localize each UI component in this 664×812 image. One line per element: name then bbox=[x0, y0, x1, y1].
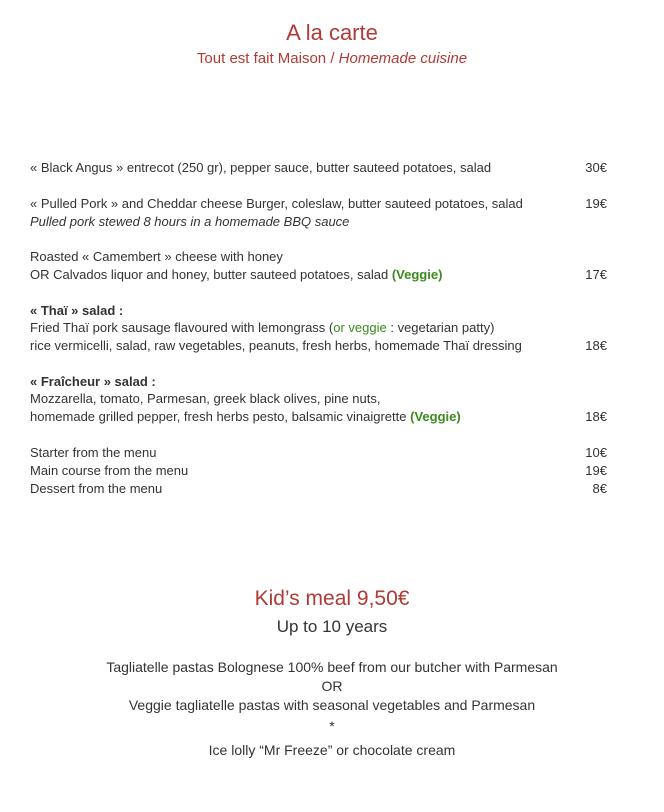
kids-or: OR bbox=[321, 678, 343, 694]
veggie-label: (Veggie) bbox=[410, 409, 461, 424]
kids-dessert: Ice lolly “Mr Freeze” or chocolate cream bbox=[208, 742, 456, 758]
dish-price: 30€ bbox=[585, 160, 607, 175]
kids-subtitle: Up to 10 years bbox=[276, 617, 388, 636]
dish-description: Pulled pork stewed 8 hours in a homemade BBQ sauce bbox=[30, 214, 350, 229]
veggie-label: (Veggie) bbox=[391, 267, 443, 282]
menu-price: 10€ bbox=[585, 445, 607, 460]
menu-price: 19€ bbox=[585, 463, 607, 478]
dish-text: homemade grilled pepper, fresh herbs pesto, balsamic vinaigrette bbox=[30, 409, 411, 424]
dish-text: Fried Thaï pork sausage flavoured with lemongrass ( bbox=[30, 320, 334, 335]
dish-text: : vegetarian patty) bbox=[386, 320, 495, 335]
veggie-option: or veggie bbox=[333, 320, 387, 335]
dish-price: 18€ bbox=[585, 338, 607, 353]
dish-price: 19€ bbox=[585, 196, 607, 211]
kids-dish-1: Tagliatelle pastas Bolognese 100% beef from our butcher with Parmesan bbox=[106, 659, 558, 675]
dish-price: 17€ bbox=[585, 267, 607, 282]
dish-pulled-pork: « Pulled Pork » and Cheddar cheese Burger, coleslaw, butter sauteed potatoes, salad bbox=[30, 196, 523, 211]
dish-camembert: Roasted « Camembert » cheese with honey bbox=[30, 249, 283, 264]
kids-dish-2: Veggie tagliatelle pastas with seasonal vegetables and Parmesan bbox=[128, 697, 536, 713]
subtitle-italic: Homemade cuisine bbox=[338, 50, 468, 67]
dish-description bbox=[30, 408, 610, 426]
dish-text: OR Calvados liquor and honey, butter sauteed potatoes, salad bbox=[30, 267, 392, 282]
dish-price: 18€ bbox=[585, 409, 607, 424]
page-subtitle bbox=[0, 50, 664, 67]
dish-description: Mozzarella, tomato, Parmesan, greek black olives, pine nuts, bbox=[30, 391, 381, 406]
dish-black-angus: « Black Angus » entrecot (250 gr), pepper sauce, butter sauteed potatoes, salad bbox=[30, 160, 492, 175]
menu-dessert: Dessert from the menu bbox=[30, 481, 163, 496]
dish-description bbox=[30, 319, 610, 337]
dish-description bbox=[30, 266, 610, 284]
menu-price: 8€ bbox=[592, 481, 607, 496]
dish-thai-salad-title: « Thaï » salad : bbox=[30, 303, 124, 318]
dish-description: rice vermicelli, salad, raw vegetables, peanuts, fresh herbs, homemade Thaï dressing bbox=[30, 338, 522, 353]
kids-title: Kid’s meal 9,50€ bbox=[254, 587, 410, 610]
kids-separator: * bbox=[329, 718, 335, 734]
menu-starter: Starter from the menu bbox=[30, 445, 157, 460]
menu-main-course: Main course from the menu bbox=[30, 463, 189, 478]
subtitle-main: Tout est fait Maison / bbox=[196, 50, 339, 67]
dish-fraicheur-salad-title: « Fraîcheur » salad : bbox=[30, 374, 156, 389]
page-title: A la carte bbox=[286, 20, 378, 45]
